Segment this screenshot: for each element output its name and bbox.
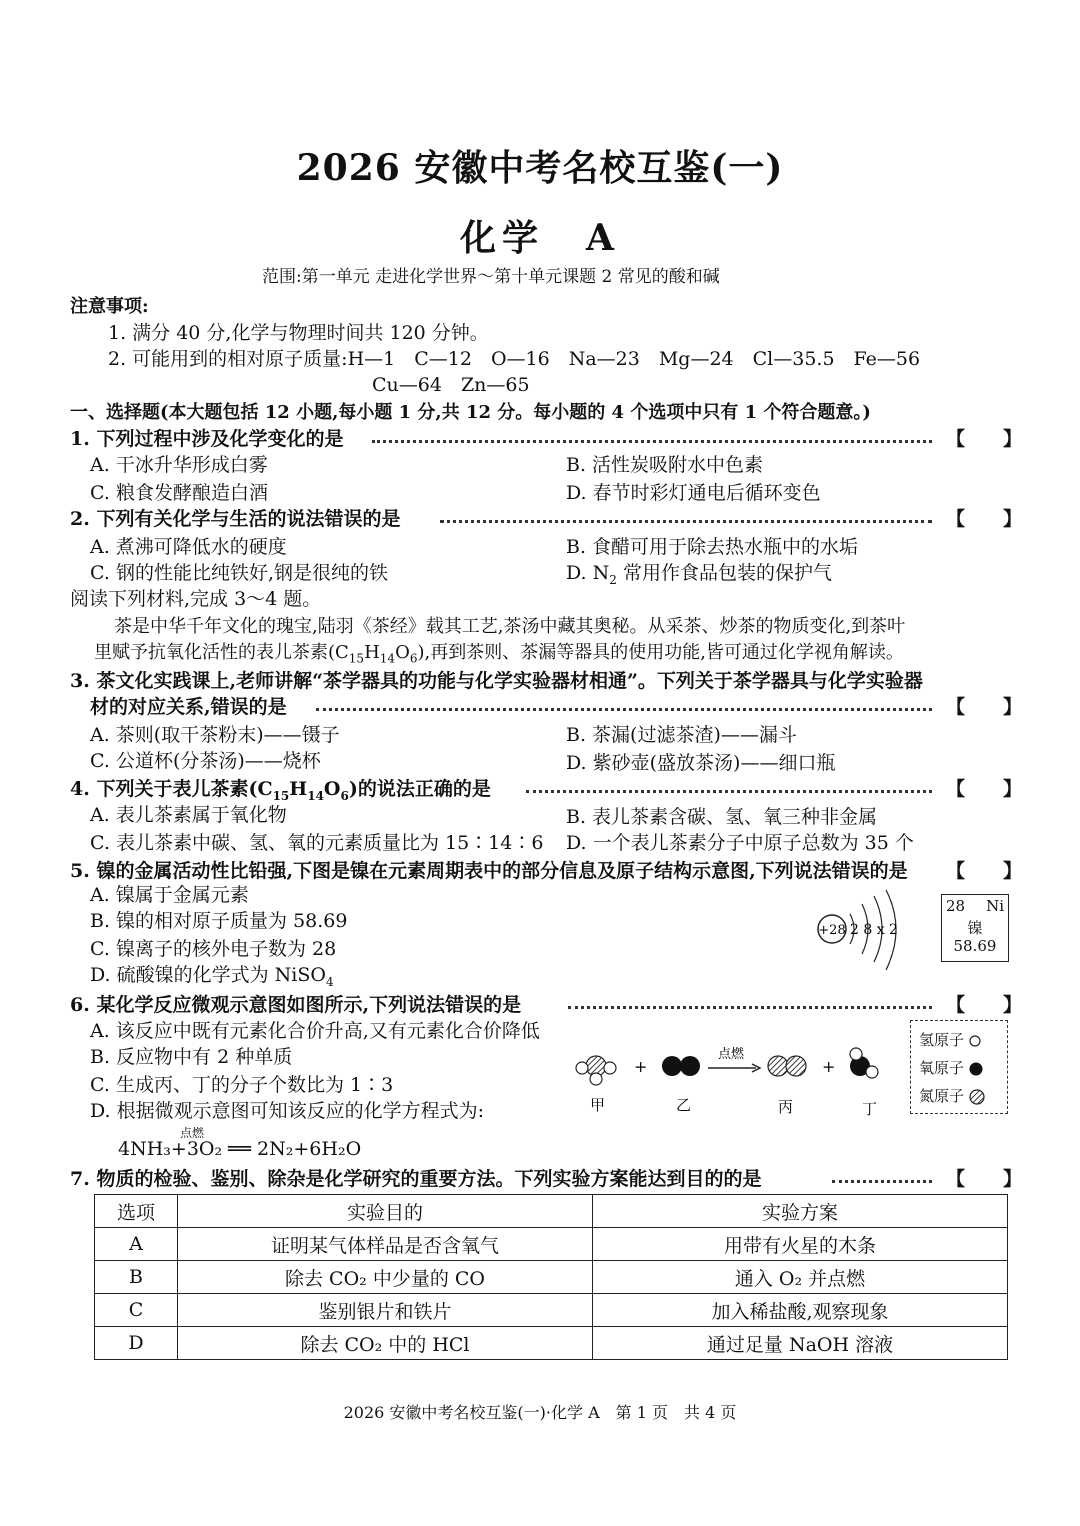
q5-option-b: B. 镍的相对原子质量为 58.69: [90, 910, 348, 932]
table-cell: 除去 CO₂ 中少量的 CO: [178, 1261, 593, 1294]
exam-title: 2026 安徽中考名校互鉴(一): [296, 147, 784, 189]
table-row: [95, 1327, 1008, 1360]
atomic-number: 28: [946, 897, 966, 915]
table-cell: A: [95, 1228, 178, 1261]
q1-option-d: D. 春节时彩灯通电后循环变色: [566, 482, 821, 504]
answer-bracket: 【 】: [946, 696, 1023, 718]
answer-bracket: 【 】: [946, 994, 1023, 1016]
molecule-nitrogen: [768, 1056, 806, 1076]
table-row: [95, 1261, 1008, 1294]
table-row: [95, 1294, 1008, 1327]
element-symbol: Ni: [986, 897, 1004, 915]
molecule-water: [850, 1048, 878, 1078]
q7-stem: 7. 物质的检验、鉴别、除杂是化学研究的重要方法。下列实验方案能达到目的的是: [70, 1168, 762, 1190]
notice-item-2: 2. 可能用到的相对原子质量:H—1 C—12 O—16 Na—23 Mg—24 Cl—35.5 Fe—56: [108, 348, 921, 370]
table-cell: 通入 O₂ 并点燃: [593, 1261, 1008, 1294]
q3-option-d: D. 紫砂壶(盛放茶汤)——细口瓶: [566, 752, 836, 774]
q4-option-d: D. 一个表儿茶素分子中原子总数为 35 个: [566, 832, 914, 854]
reaction-microscopic-diagram: [566, 1036, 896, 1122]
q3-option-a: A. 茶则(取干茶粉末)——镊子: [90, 724, 340, 746]
atom-shell-electrons: 2 8 x 2: [850, 922, 898, 938]
table-cell: C: [95, 1294, 178, 1327]
leader-dots: [372, 440, 932, 443]
molecule-oxygen: [662, 1056, 700, 1076]
subject-title: 化学 A: [460, 217, 620, 259]
notice-item-2-cont: Cu—64 Zn—65: [372, 374, 530, 396]
table-header: 选项: [95, 1195, 178, 1228]
q1-option-c: C. 粮食发酵酿造白酒: [90, 482, 268, 504]
table-cell: B: [95, 1261, 178, 1294]
q3-option-b: B. 茶漏(过滤茶渣)——漏斗: [566, 724, 797, 746]
molecule-ammonia: [576, 1056, 616, 1085]
q1-option-a: A. 干冰升华形成白雾: [90, 454, 268, 476]
q5-option-d: D. 硫酸镍的化学式为 NiSO$_4$: [90, 964, 334, 989]
answer-bracket: 【 】: [946, 508, 1023, 530]
atom-legend: [910, 1020, 1008, 1114]
leader-dots: [316, 708, 932, 711]
table-cell: 除去 CO₂ 中的 HCl: [178, 1327, 593, 1360]
experiment-table: [94, 1194, 1008, 1360]
answer-bracket: 【 】: [946, 860, 1023, 882]
q3-stem-1: 3. 茶文化实践课上,老师讲解“茶学器具的功能与化学实验器材相通”。下列关于茶学器具与化学实验器: [70, 670, 923, 692]
table-cell: 鉴别银片和铁片: [178, 1294, 593, 1327]
q6-option-c: C. 生成丙、丁的分子个数比为 1∶3: [90, 1074, 394, 1096]
label-jia: 甲: [590, 1096, 606, 1114]
table-cell: 证明某气体样品是否含氧气: [178, 1228, 593, 1261]
page-footer: 2026 安徽中考名校互鉴(一)·化学 A 第 1 页 共 4 页: [343, 1403, 737, 1422]
q3-stem-2: 材的对应关系,错误的是: [90, 696, 287, 718]
leader-dots: [832, 1180, 932, 1183]
q2-option-d: D. $N_2$ 常用作食品包装的保护气: [566, 562, 832, 587]
leader-dots: [526, 790, 932, 793]
label-ding: 丁: [862, 1100, 878, 1118]
table-header: 实验目的: [178, 1195, 593, 1228]
q4-option-b: B. 表儿茶素含碳、氢、氧三种非金属: [566, 806, 878, 828]
q5-stem: 5. 镍的金属活动性比铅强,下图是镍在元素周期表中的部分信息及原子结构示意图,下列说法错误的是: [70, 860, 908, 882]
q4-option-a: A. 表儿茶素属于氧化物: [90, 804, 287, 826]
section-1-heading: 一、选择题(本大题包括 12 小题,每小题 1 分,共 12 分。每小题的 4 个选项中只有 1 个符合题意。): [70, 402, 871, 423]
q2-option-b: B. 食醋可用于除去热水瓶中的水垢: [566, 536, 859, 558]
table-header-row: [95, 1195, 1008, 1228]
q2-option-c: C. 钢的性能比纯铁好,钢是很纯的铁: [90, 562, 388, 584]
nickel-atom-structure-diagram: [806, 884, 926, 974]
exam-scope: 范围:第一单元 走进化学世界～第十单元课题 2 常见的酸和碱: [262, 267, 720, 287]
q6-option-d: D. 根据微观示意图可知该反应的化学方程式为:: [90, 1100, 485, 1122]
label-yi: 乙: [676, 1096, 692, 1114]
leader-dots: [568, 1006, 932, 1009]
plus-sign: +: [634, 1057, 648, 1076]
reading-line-2: 里赋予抗氧化活性的表儿茶素$(C_{15}H_{14}O_6)$,再到茶则、茶漏等器具的使用功能,皆可通过化学视角解读。: [94, 642, 904, 666]
table-cell: 用带有火星的木条: [593, 1228, 1008, 1261]
table-cell: D: [95, 1327, 178, 1360]
table-header: 实验方案: [593, 1195, 1008, 1228]
q6-option-a: A. 该反应中既有元素化合价升高,又有元素化合价降低: [90, 1020, 540, 1042]
q4-option-c: C. 表儿茶素中碳、氢、氧的元素质量比为 15∶14∶6: [90, 832, 544, 854]
notice-heading: 注意事项:: [70, 296, 149, 317]
reading-line-1: 茶是中华千年文化的瑰宝,陆羽《茶经》载其工艺,茶汤中藏其奥秘。从采茶、炒茶的物质变化,到茶叶: [114, 616, 906, 637]
q3-option-c: C. 公道杯(分茶汤)——烧杯: [90, 750, 321, 772]
q2-stem: 2. 下列有关化学与生活的说法错误的是: [70, 508, 401, 530]
atom-nucleus-label: +28: [818, 923, 846, 938]
answer-bracket: 【 】: [946, 428, 1023, 450]
legend-hydrogen: 氢原子: [919, 1029, 981, 1050]
chemical-equation: 4NH₃+3O₂ ══ 2N₂+6H₂O: [118, 1138, 362, 1160]
notice-item-1: 1. 满分 40 分,化学与物理时间共 120 分钟。: [108, 322, 489, 344]
q6-option-b: B. 反应物中有 2 种单质: [90, 1046, 293, 1068]
element-name: 镍: [967, 919, 983, 937]
reading-intro: 阅读下列材料,完成 3～4 题。: [70, 588, 322, 610]
q5-option-c: C. 镍离子的核外电子数为 28: [90, 938, 337, 960]
table-row: [95, 1228, 1008, 1261]
leader-dots: [440, 520, 932, 523]
table-cell: 加入稀盐酸,观察现象: [593, 1294, 1008, 1327]
equation-condition: 点燃: [180, 1126, 205, 1140]
periodic-table-cell: [941, 894, 1009, 962]
legend-nitrogen: 氮原子: [919, 1085, 985, 1106]
q1-option-b: B. 活性炭吸附水中色素: [566, 454, 764, 476]
answer-bracket: 【 】: [946, 778, 1023, 800]
q2-option-a: A. 煮沸可降低水的硬度: [90, 536, 287, 558]
q5-option-a: A. 镍属于金属元素: [90, 884, 249, 906]
table-cell: 通过足量 NaOH 溶液: [593, 1327, 1008, 1360]
q4-stem: 4. 下列关于表儿茶素$(C_{15}H_{14}O_6)$的说法正确的是: [70, 778, 491, 803]
arrow-condition: 点燃: [718, 1047, 745, 1062]
legend-oxygen: 氧原子: [919, 1057, 983, 1078]
atomic-mass: 58.69: [953, 937, 997, 955]
plus-sign: +: [822, 1057, 836, 1076]
q6-stem: 6. 某化学反应微观示意图如图所示,下列说法错误的是: [70, 994, 522, 1016]
q1-stem: 1. 下列过程中涉及化学变化的是: [70, 428, 344, 450]
answer-bracket: 【 】: [946, 1168, 1023, 1190]
label-bing: 丙: [778, 1098, 794, 1116]
